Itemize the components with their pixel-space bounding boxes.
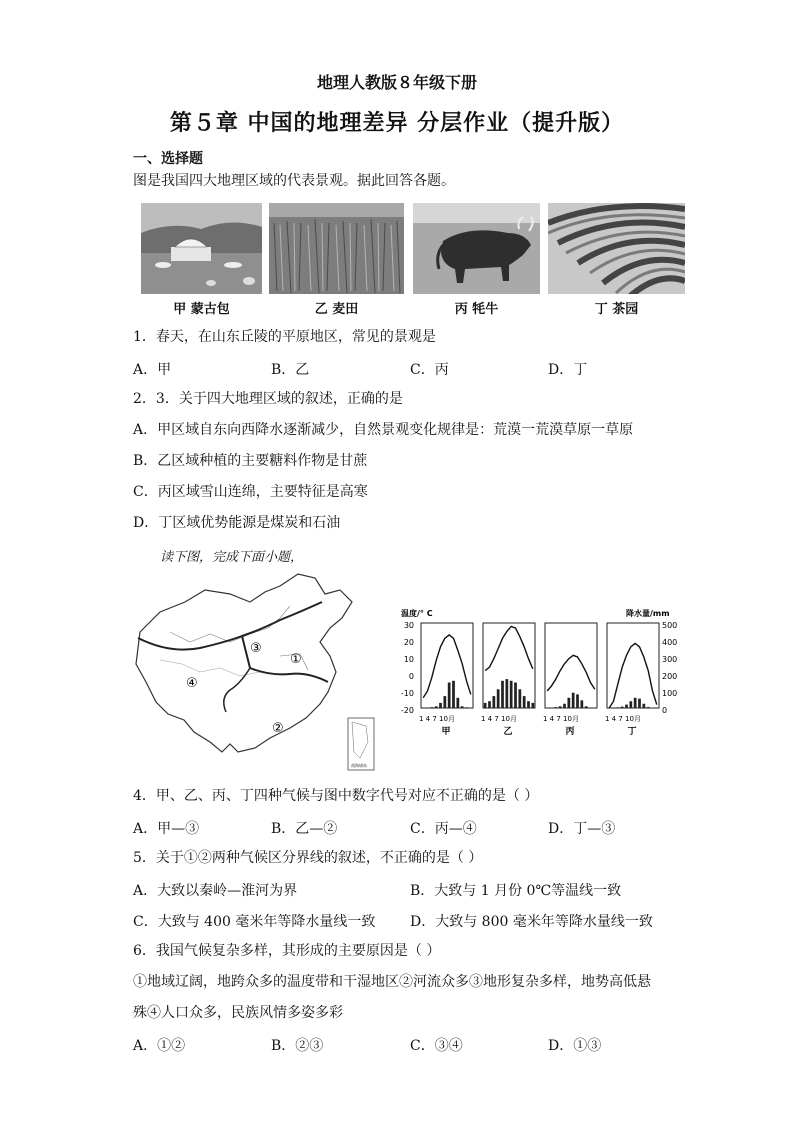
precip-tick: 300 <box>662 655 678 664</box>
precipitation-bar <box>439 703 442 708</box>
month-ticks: 1 4 7 10月 <box>543 715 579 723</box>
question-5-stem: 5．关于①②两种气候区分界线的叙述，不正确的是（ ） <box>133 850 483 866</box>
precipitation-bar <box>452 681 455 708</box>
precipitation-bar <box>559 706 562 708</box>
precipitation-bar <box>456 698 459 708</box>
q4-option-a[interactable]: A．甲—③ <box>133 821 200 837</box>
photo-mongolian-yurt <box>141 203 262 294</box>
precipitation-bar <box>461 706 464 708</box>
photo-caption: 丁 茶园 <box>594 302 639 317</box>
question-2-3-stem: 2．3．关于四大地理区域的叙述，正确的是 <box>133 391 403 407</box>
temperature-curve <box>547 655 595 691</box>
temp-tick: -20 <box>400 706 414 715</box>
document-title: 第５章 中国的地理差异 分层作业（提升版） <box>169 111 625 136</box>
precipitation-bar <box>514 683 517 709</box>
panel-label: 丁 <box>627 727 637 737</box>
precipitation-bar <box>576 694 579 708</box>
precipitation-bar <box>531 703 534 708</box>
q1-option-b[interactable]: B．乙 <box>271 362 310 378</box>
temp-tick: -10 <box>400 689 414 698</box>
china-climate-map <box>130 572 375 772</box>
precipitation-bar <box>492 696 495 708</box>
q4-option-b[interactable]: B．乙—② <box>271 821 338 837</box>
document-subtitle: 地理人教版８年级下册 <box>316 73 477 92</box>
precipitation-bar <box>563 704 566 708</box>
temp-tick: 10 <box>403 655 414 664</box>
precipitation-bar <box>501 681 504 708</box>
precipitation-bar <box>430 707 433 708</box>
q5-option-b[interactable]: B．大致与 1 月份 0℃等温线一致 <box>410 883 622 899</box>
precipitation-bar <box>629 701 632 708</box>
q5-option-c[interactable]: C．大致与 400 毫米年等降水量线一致 <box>133 914 376 930</box>
photo-caption: 乙 麦田 <box>314 302 359 317</box>
q23-option-d[interactable]: D．丁区域优势能源是煤炭和石油 <box>133 515 341 531</box>
q5-option-d[interactable]: D．大致与 800 毫米年等降水量线一致 <box>410 914 653 930</box>
temp-tick: 0 <box>408 672 414 681</box>
precipitation-bar <box>585 706 588 708</box>
precipitation-bar <box>527 701 530 708</box>
precip-tick: 500 <box>662 621 678 630</box>
panel-label: 乙 <box>503 727 513 737</box>
q23-option-a[interactable]: A．甲区域自东向西降水逐渐减少，自然景观变化规律是：荒漠一荒漠草原一草原 <box>133 422 634 438</box>
climate-panel-frame <box>545 623 597 708</box>
photo-tea-garden <box>548 203 685 294</box>
precip-tick: 100 <box>662 689 678 698</box>
precipitation-bar <box>642 704 645 708</box>
precipitation-bar <box>638 699 641 708</box>
precipitation-bar <box>518 689 521 708</box>
photo-yak <box>413 203 540 294</box>
precipitation-bar <box>554 707 557 708</box>
q1-option-d[interactable]: D．丁 <box>548 362 588 378</box>
q4-option-c[interactable]: C．丙—④ <box>410 821 477 837</box>
question-6-body: 殊④人口众多，民族风情多姿多彩 <box>133 1005 343 1021</box>
q1-option-a[interactable]: A．甲 <box>133 362 172 378</box>
temperature-axis-label: 温度/° C <box>401 609 433 618</box>
temp-tick: 20 <box>403 638 414 647</box>
question-1-stem: 1．春天，在山东丘陵的平原地区，常见的景观是 <box>133 329 436 345</box>
precipitation-bar <box>488 701 491 708</box>
q1-option-c[interactable]: C．丙 <box>410 362 449 378</box>
photo-caption: 甲 蒙古包 <box>173 302 230 317</box>
map-region-label-2: ② <box>272 721 284 736</box>
precipitation-bar <box>550 707 553 708</box>
precipitation-bar <box>435 706 438 708</box>
precipitation-bar <box>484 703 487 708</box>
precipitation-bar <box>448 683 451 709</box>
photo-wheat-field <box>269 203 404 294</box>
precip-tick: 0 <box>662 706 668 715</box>
q6-option-d[interactable]: D．①③ <box>548 1038 602 1054</box>
question-6-stem: 6．我国气候复杂多样，其形成的主要原因是（ ） <box>133 943 441 959</box>
panel-label: 甲 <box>441 727 451 737</box>
precipitation-bar <box>616 707 619 708</box>
month-ticks: 1 4 7 10月 <box>481 715 517 723</box>
precipitation-bar <box>625 705 628 708</box>
precipitation-bar <box>589 707 592 708</box>
climate-charts <box>398 605 688 740</box>
map-region-label-1: ① <box>290 652 302 667</box>
q6-option-a[interactable]: A．①② <box>133 1038 186 1054</box>
precipitation-bar <box>505 679 508 708</box>
q6-option-b[interactable]: B．②③ <box>271 1038 324 1054</box>
precip-tick: 400 <box>662 638 678 647</box>
map-region-label-4: ④ <box>186 676 198 691</box>
q23-option-c[interactable]: C．丙区域雪山连绵，主要特征是高寒 <box>133 484 368 500</box>
temp-tick: 30 <box>403 621 414 630</box>
precipitation-bar <box>621 707 624 708</box>
precipitation-bar <box>567 698 570 708</box>
inset-label: 南海诸岛 <box>351 763 367 768</box>
precipitation-bar <box>497 689 500 708</box>
precipitation-bar <box>634 698 637 708</box>
map-region-label-3: ③ <box>250 641 262 656</box>
precipitation-bar <box>465 707 468 708</box>
figure-prompt: 读下图，完成下面小题， <box>160 550 304 565</box>
month-ticks: 1 4 7 10月 <box>419 715 455 723</box>
section-heading: 一、选择题 <box>133 151 203 167</box>
temperature-curve <box>423 635 471 698</box>
precipitation-bar <box>580 700 583 708</box>
q6-option-c[interactable]: C．③④ <box>410 1038 463 1054</box>
precip-tick: 200 <box>662 672 678 681</box>
question-6-body: ①地域辽阔，地跨众多的温度带和干湿地区②河流众多③地形复杂多样，地势高低悬 <box>133 974 651 990</box>
month-ticks: 1 4 7 10月 <box>605 715 641 723</box>
precipitation-bar <box>647 707 650 708</box>
temperature-curve <box>609 643 657 708</box>
temperature-curve <box>485 626 533 670</box>
q23-option-b[interactable]: B．乙区域种植的主要糖料作物是甘蔗 <box>133 453 368 469</box>
question-4-stem: 4．甲、乙、丙、丁四种气候与图中数字代号对应不正确的是（ ） <box>133 788 539 804</box>
precipitation-bar <box>443 696 446 708</box>
precipitation-axis-label: 降水量/mm <box>626 609 670 618</box>
precipitation-bar <box>523 696 526 708</box>
precipitation-bar <box>510 681 513 708</box>
q5-option-a[interactable]: A．大致以秦岭—淮河为界 <box>133 883 298 899</box>
q4-option-d[interactable]: D．丁—③ <box>548 821 616 837</box>
precipitation-bar <box>572 693 575 708</box>
photo-caption: 丙 牦牛 <box>454 302 499 317</box>
intro-text: 图是我国四大地理区域的代表景观。据此回答各题。 <box>133 173 455 189</box>
panel-label: 丙 <box>565 727 575 737</box>
